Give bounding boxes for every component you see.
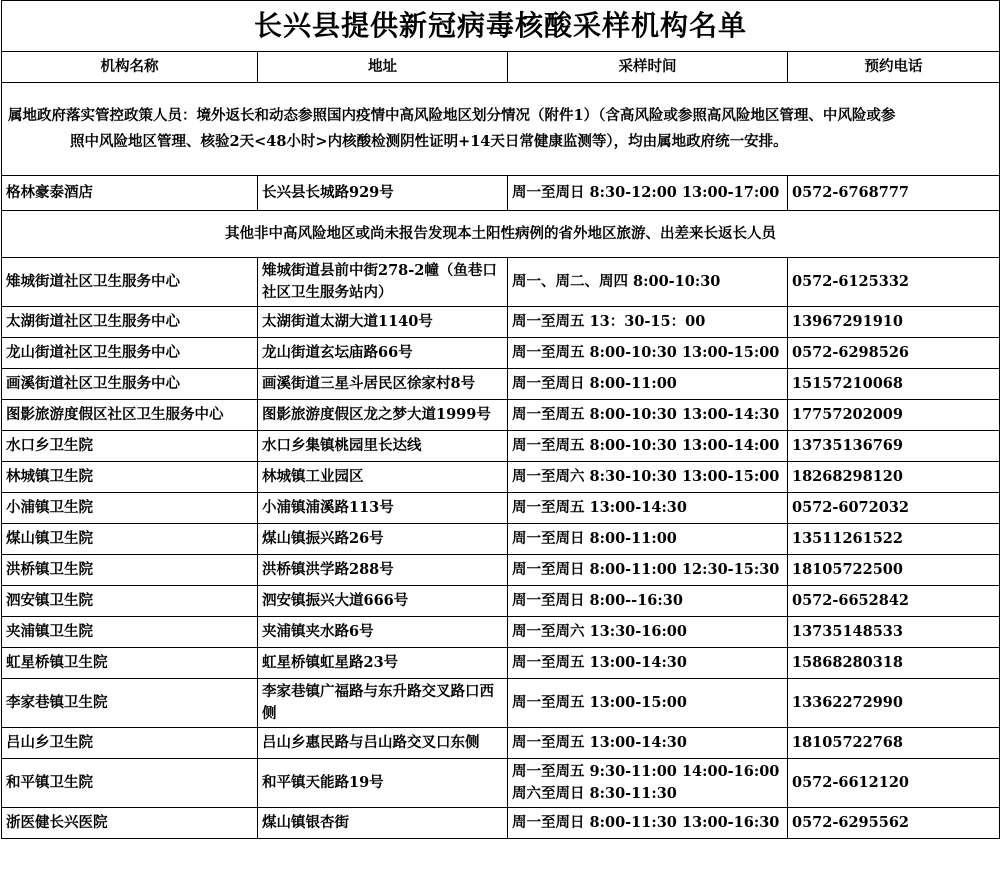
header-address: 地址 [258, 52, 508, 83]
institution-address: 林城镇工业园区 [258, 462, 508, 493]
notice-line-2: 照中风险地区管理、核验2天<48小时>内核酸检测阴性证明+14天日常健康监测等），均由属地政府统一安排。 [70, 133, 788, 150]
table-row [2, 258, 1000, 307]
header-name: 机构名称 [2, 52, 258, 83]
institution-address: 龙山街道玄坛庙路66号 [258, 338, 508, 369]
table-row [2, 369, 1000, 400]
phone-number: 15157210068 [788, 369, 1000, 400]
table-row [2, 493, 1000, 524]
institution-address: 太湖街道太湖大道1140号 [258, 307, 508, 338]
institution-address: 雉城街道县前中街278-2幢（鱼巷口社区卫生服务站内） [258, 258, 508, 307]
table-row [2, 307, 1000, 338]
sampling-time: 周一至周五 13：30-15：00 [508, 307, 788, 338]
institution-address: 煤山镇银杏街 [258, 808, 508, 839]
institution-name: 虹星桥镇卫生院 [2, 648, 258, 679]
institution-name: 李家巷镇卫生院 [2, 679, 258, 728]
phone-number: 13511261522 [788, 524, 1000, 555]
phone-number: 13735148533 [788, 617, 1000, 648]
institution-name: 吕山乡卫生院 [2, 728, 258, 759]
table-row [2, 759, 1000, 808]
sampling-institutions-table [1, 0, 1000, 839]
institution-name: 格林豪泰酒店 [2, 176, 258, 211]
institution-name: 夹浦镇卫生院 [2, 617, 258, 648]
table-header-row [2, 52, 1000, 83]
notice-line-1: 属地政府落实管控政策人员：境外返长和动态参照国内疫情中高风险地区划分情况（附件1）（含高风险或参照高风险地区管理、中风险或参 [8, 107, 896, 124]
institution-address: 洪桥镇洪学路288号 [258, 555, 508, 586]
sampling-time: 周一至周日 8:00--16:30 [508, 586, 788, 617]
sampling-time: 周一至周五 13:00-14:30 [508, 728, 788, 759]
header-phone: 预约电话 [788, 52, 1000, 83]
institution-address: 泗安镇振兴大道666号 [258, 586, 508, 617]
table-row [2, 176, 1000, 211]
sampling-time: 周一至周日 8:30-12:00 13:00-17:00 [508, 176, 788, 211]
phone-number: 18105722768 [788, 728, 1000, 759]
sampling-time: 周一至周五 8:00-10:30 13:00-15:00 [508, 338, 788, 369]
table-row [2, 679, 1000, 728]
phone-number: 13735136769 [788, 431, 1000, 462]
institution-address: 李家巷镇广福路与东升路交叉路口西侧 [258, 679, 508, 728]
institution-address: 夹浦镇夹水路6号 [258, 617, 508, 648]
sampling-time: 周一至周日 8:00-11:00 [508, 524, 788, 555]
sampling-time: 周一至周六 13:30-16:00 [508, 617, 788, 648]
table-row [2, 462, 1000, 493]
institution-name: 洪桥镇卫生院 [2, 555, 258, 586]
institution-address: 图影旅游度假区龙之梦大道1999号 [258, 400, 508, 431]
phone-number: 0572-6125332 [788, 258, 1000, 307]
institution-name: 水口乡卫生院 [2, 431, 258, 462]
institution-name: 太湖街道社区卫生服务中心 [2, 307, 258, 338]
phone-number: 0572-6072032 [788, 493, 1000, 524]
phone-number: 17757202009 [788, 400, 1000, 431]
phone-number: 13967291910 [788, 307, 1000, 338]
institution-address: 小浦镇浦溪路113号 [258, 493, 508, 524]
policy-notice [2, 83, 1000, 176]
sampling-time: 周一至周六 8:30-10:30 13:00-15:00 [508, 462, 788, 493]
table-row [2, 431, 1000, 462]
sampling-time: 周一至周五 8:00-10:30 13:00-14:30 [508, 400, 788, 431]
table-row [2, 617, 1000, 648]
sampling-time-weekdays: 周一至周五 9:30-11:00 14:00-16:00 [512, 763, 780, 780]
table-row [2, 400, 1000, 431]
phone-number: 0572-6295562 [788, 808, 1000, 839]
sampling-time: 周一、周二、周四 8:00-10:30 [508, 258, 788, 307]
sampling-time: 周一至周五 8:00-10:30 13:00-14:00 [508, 431, 788, 462]
institution-address: 水口乡集镇桃园里长达线 [258, 431, 508, 462]
phone-number: 0572-6298526 [788, 338, 1000, 369]
phone-number: 0572-6768777 [788, 176, 1000, 211]
phone-number: 0572-6612120 [788, 759, 1000, 808]
table-row [2, 338, 1000, 369]
sampling-time: 周一至周五 13:00-15:00 [508, 679, 788, 728]
sampling-time: 周一至周日 8:00-11:30 13:00-16:30 [508, 808, 788, 839]
table-row [2, 728, 1000, 759]
sampling-time: 周一至周日 8:00-11:00 [508, 369, 788, 400]
table-row [2, 586, 1000, 617]
institution-name: 龙山街道社区卫生服务中心 [2, 338, 258, 369]
institution-address: 画溪街道三星斗居民区徐家村8号 [258, 369, 508, 400]
table-row [2, 555, 1000, 586]
institution-address: 长兴县长城路929号 [258, 176, 508, 211]
table-row [2, 648, 1000, 679]
sampling-time [508, 759, 788, 808]
institution-name: 浙医健长兴医院 [2, 808, 258, 839]
phone-number: 0572-6652842 [788, 586, 1000, 617]
table-row [2, 524, 1000, 555]
sampling-time-weekend: 周六至周日 8:30-11:30 [512, 785, 677, 802]
page-title: 长兴县提供新冠病毒核酸采样机构名单 [2, 1, 1000, 52]
institution-address: 煤山镇振兴路26号 [258, 524, 508, 555]
institution-name: 小浦镇卫生院 [2, 493, 258, 524]
institution-name: 煤山镇卫生院 [2, 524, 258, 555]
category-band: 其他非中高风险地区或尚未报告发现本土阳性病例的省外地区旅游、出差来长返长人员 [2, 211, 1000, 258]
sampling-time: 周一至周日 8:00-11:00 12:30-15:30 [508, 555, 788, 586]
institution-name: 画溪街道社区卫生服务中心 [2, 369, 258, 400]
institution-name: 图影旅游度假区社区卫生服务中心 [2, 400, 258, 431]
sampling-time: 周一至周五 13:00-14:30 [508, 648, 788, 679]
institution-name: 泗安镇卫生院 [2, 586, 258, 617]
phone-number: 18105722500 [788, 555, 1000, 586]
institution-address: 和平镇天能路19号 [258, 759, 508, 808]
institution-address: 吕山乡惠民路与吕山路交叉口东侧 [258, 728, 508, 759]
header-time: 采样时间 [508, 52, 788, 83]
phone-number: 15868280318 [788, 648, 1000, 679]
institution-name: 和平镇卫生院 [2, 759, 258, 808]
institution-name: 雉城街道社区卫生服务中心 [2, 258, 258, 307]
sampling-time: 周一至周五 13:00-14:30 [508, 493, 788, 524]
phone-number: 13362272990 [788, 679, 1000, 728]
phone-number: 18268298120 [788, 462, 1000, 493]
institution-name: 林城镇卫生院 [2, 462, 258, 493]
table-row [2, 808, 1000, 839]
institution-address: 虹星桥镇虹星路23号 [258, 648, 508, 679]
